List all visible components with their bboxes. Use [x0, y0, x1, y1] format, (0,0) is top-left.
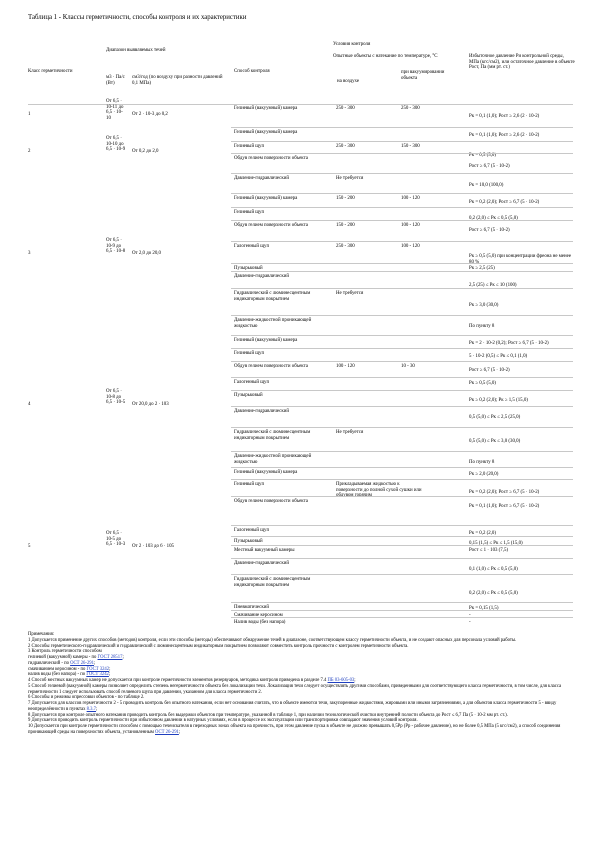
row-divider [231, 467, 573, 468]
method-cell: Гелиевый (вакуумный) камера [234, 470, 298, 475]
note-text: 4 Способ местных вакуумных камер не допускается при контроле герметичности элементов резервуаров, методика контроля приведена в разделе 7.4 [28, 678, 327, 683]
header-range-cm3: см3/год (по воздуху при разности давлений 0,1 МПа) [132, 75, 223, 86]
row-divider [231, 377, 573, 378]
method-cell: Давление-гидравлический [234, 561, 289, 566]
method-cell: Галогенный щуп [234, 528, 270, 533]
pressure-cell: 0,5 (5,0) ≤ Рк ≤ 3,0 (30,0) [469, 439, 521, 444]
header-temp-air: на воздухе [337, 79, 360, 84]
temp-air-cell: 100 - 120 [336, 364, 355, 369]
temp-air-cell: 150 - 200 [336, 223, 355, 228]
temp-air-cell: Не требуется [336, 430, 364, 435]
method-cell: Давление-гидравлический [234, 274, 289, 279]
row-divider [231, 610, 573, 611]
method-cell: Гелиевый щуп [234, 210, 265, 215]
row-divider [231, 574, 573, 575]
note-item: 7 Допускается для классов герметичности 2 - 5 проводить контроль без опытного натекания, если нет основания считать, что в объекте имеются течи, закупоренные жидкостями, жировыми или иными загрязнениями, а для объектов класса герметичности 5 - ввиду неопределённости в пунктах 8.3.7; [28, 701, 557, 712]
header-range: Диапазон выявляемых течей [106, 48, 166, 53]
temp-vacuum-cell: 100 - 120 [401, 244, 420, 249]
pressure-cell: Рк ≥ 0,2 (2,0); Рк ≥ 1,5 (15,0) [469, 398, 528, 403]
temp-vacuum-cell: 10 - 30 [401, 364, 415, 369]
row-divider [231, 207, 573, 208]
pressure-cell: Рк ≥ 3,0 (30,0) [469, 303, 499, 308]
method-cell: Пневматический [234, 605, 269, 610]
note-item: 4 Способ местных вакуумных камер не допускается при контроле герметичности элементов резервуаров, методика контроля приведена в разделе 7.4 ПБ 03-605-03; [28, 678, 356, 683]
method-cell: Галогенный щуп [234, 244, 270, 249]
method-cell: Гелиевый (вакуумный) камера [234, 106, 298, 111]
pressure-cell: Рк ≥ 0,5 (5,0) [469, 381, 496, 386]
row-divider [231, 525, 573, 526]
method-cell: Обдув гелием поверхности объекта [234, 499, 308, 504]
note-item: смачиванием керосином - по ГОСТ 3242; [28, 666, 111, 672]
method-cell: Давление-гидравлический [234, 176, 289, 181]
pressure-cell: Рк = 0,2 (2,0); Рост ≥ 6,7 (5 · 10-2) [469, 200, 540, 205]
row-divider [231, 496, 573, 497]
method-cell: Пузырьковый [234, 539, 263, 544]
header-temp-vacuum: при вакуумировании объекта [401, 70, 445, 81]
method-cell: Налив воды (без напора) [234, 620, 286, 625]
note-text: 3 Контроль герметичности способом [28, 649, 102, 655]
temp-air-cell: 150 - 200 [336, 196, 355, 201]
method-cell: Галогенный щуп [234, 380, 270, 385]
row-divider [231, 427, 573, 428]
method-cell: Давление-гидравлический [234, 409, 289, 414]
note-text: 8 Допускается при контроле опытного натекания проводить контроль без выдержки объектов при температуре, указанной в таблице 1, при наличии технологической очистки внутренней полости объекта до Рост ≤ 6,7 Па (5 · 10-2 мм рт. ст.). [28, 712, 508, 718]
row-divider [231, 315, 573, 316]
class-cell: 1 [28, 112, 31, 117]
range-cm3-cell: От 2,0 до 20,0 [132, 251, 161, 256]
method-cell: Смачивание керосином [234, 613, 283, 618]
pressure-cell: 0,2 (2,0) ≤ Рк ≤ 0,5 (5,0) [469, 216, 518, 221]
range-cm3-cell: От 2 · 10-3 до 0,2 [132, 112, 168, 117]
range-pa-cell: От 6,5 · 10-11 до 6,5 · 10-10 [106, 99, 124, 122]
note-standard-link[interactable]: ГОСТ 28517 [97, 655, 123, 660]
pressure-cell: Рк = 2 · 10-2 (0,2); Рост ≥ 6,7 (5 · 10-2) [469, 341, 549, 346]
method-cell: Гелиевый (вакуумный) камера [234, 130, 298, 135]
class-cell: 4 [28, 402, 31, 407]
row-divider [231, 451, 573, 452]
row-divider [231, 153, 573, 154]
row-divider [231, 361, 573, 362]
range-cm3-cell: От 0,2 до 2,0 [132, 149, 159, 154]
pressure-cell: Рк = 0,1 (1,0); Рост ≥ 2,6 (2 · 10-2) [469, 114, 540, 119]
notes-label: Примечания: [28, 632, 55, 637]
pressure-cell: По пункту 8 [469, 324, 495, 329]
method-cell: Обдув гелием поверхности объекта [234, 223, 308, 228]
temp-vacuum-cell: 100 - 120 [401, 196, 420, 201]
pressure-cell: 0,5 (5,0) ≤ Рк ≤ 2,5 (25,0) [469, 415, 521, 420]
note-text: 7 Допускается для классов герметичности 2 - 5 проводить контроль без опытного натекания, если нет основания считать, что в объекте имеются течи, закупоренные жидкостями, жировыми или иными загрязнениями, а для объектов класса герметичности 5 - ввиду неопределённости в пунктах [28, 701, 557, 712]
row-divider [231, 390, 573, 391]
pressure-cell: Рост ≥ 6,7 (5 · 10-2) [469, 164, 510, 169]
temp-vacuum-cell: 100 - 120 [401, 223, 420, 228]
note-text: гидравлический - по [28, 660, 69, 666]
note-item: налив воды (без напора) - по ГОСТ 3242; [28, 672, 111, 678]
method-cell: Гелиевый (вакуумный) камера [234, 196, 298, 201]
pressure-cell: Рк ≥ 2,0 (20,0) [469, 472, 499, 477]
pressure-cell: Рк = 0,5 (5,0) [469, 153, 497, 158]
row-divider [231, 406, 573, 407]
header-range-pa: м3 · Па/с (Вт) [106, 75, 125, 86]
pressure-cell: Рк ≥ 0,5 (5,0) при концентрации фреона не менее 80 % [469, 254, 572, 265]
note-item: гидравлический - по ОСТ 26-291; [28, 660, 96, 666]
method-cell: Гелиевый щуп [234, 482, 265, 487]
row-divider [231, 193, 573, 194]
pressure-cell: Рк ≥ 2,5 (25) [469, 266, 495, 271]
note-text: смачиванием керосином - по [28, 666, 86, 672]
class-cell: 5 [28, 544, 31, 549]
temp-air-cell: 250 - 300 [336, 106, 355, 111]
temp-air-cell: Не требуется [336, 291, 364, 296]
method-cell: Пузырьковый [234, 393, 263, 398]
method-cell: Гидравлический с люминесцентным индикаторным покрытием [234, 577, 311, 588]
row-divider [231, 173, 573, 174]
temp-air-cell: 250 - 300 [336, 244, 355, 249]
row-divider [231, 141, 573, 142]
range-pa-cell: От 6,5 · 10-5 до 6,5 · 10-3 [106, 531, 126, 548]
class-cell: 2 [28, 149, 31, 154]
temp-vacuum-cell: 150 - 300 [401, 144, 420, 149]
row-divider [231, 536, 573, 537]
note-text: 2 Способы герметического-гидравлический и гидравлический с люминесцентным индикаторным покрытием позволяют совместить контроль прочности с контролем герметичности объекта. [28, 643, 409, 649]
temp-air-cell: 250 - 300 [336, 144, 355, 149]
pressure-cell: Рк = 0,2 (2,0) [469, 531, 497, 536]
range-pa-cell: От 6,5 · 10-9 до 6,5 · 10-8 [106, 238, 126, 255]
note-item: гелиевой (вакуумной) камеры - по ГОСТ 28517; [28, 655, 124, 660]
method-cell: Гидравлический с люминесцентным индикаторным покрытием [234, 430, 311, 441]
range-cm3-cell: От 2 · 103 до 6 · 105 [132, 544, 174, 549]
pressure-cell: Рк = 0,1 (1,0); Рост ≥ 2,6 (2 · 10-2) [469, 133, 540, 138]
method-cell: Гелиевый (вакуумный) камера [234, 338, 298, 343]
note-item [28, 684, 573, 696]
method-cell: Гелиевый щуп [234, 144, 265, 149]
row-divider [231, 263, 573, 264]
note-text: 1 Допускается применение других способов (методов) контроля, если эти способы (методы) обеспечивают обнаружение течей в диапазоне, соответствующем классу герметичности объекта, и не создают опасных для персонала условий работы. [28, 637, 517, 643]
note-text: 9 Допускается проводить контроль герметичности при избыточном давлении в натурных условиях, если в процессе их эксплуатации или транспортировки совпадают значения условий контроля. [28, 718, 418, 724]
method-cell: Обдув гелием поверхности объекта [234, 156, 308, 161]
pressure-cell: Рост ≤ 1 · 103 (7,5) [469, 548, 509, 553]
temp-vacuum-cell: 250 - 300 [401, 106, 420, 111]
note-standard-link[interactable]: ПБ 03-605-03 [327, 678, 355, 683]
pressure-cell: Рк = 0,15 (1,5) [469, 606, 499, 611]
method-cell: Давление-жидкостной проникающей жидкостью [234, 454, 312, 465]
row-divider [231, 545, 573, 546]
method-cell: Гелиевый щуп [234, 351, 265, 356]
method-cell: Пузырьковый [234, 266, 263, 271]
row-divider [231, 348, 573, 349]
pressure-cell: 0,15 (1,5) ≤ Рк ≤ 1,5 (15,0) [469, 541, 523, 546]
header-method: Способ контроля [234, 69, 270, 74]
row-divider [231, 335, 573, 336]
note-item: 10 Допускается при контроле герметичности способом с помощью течеискателя в переходных зонах объекта на прочность, при этом давление пуска в объекте не должно превышать 0,5Рр (Рр - рабочее давление), но не более 0,5 МПа (5 кгс/см2), а способ соединения проникающей среды на поверхностях объекта, установленным ОСТ 26-291; [28, 724, 561, 735]
note-text: налив воды (без напора) - по [28, 672, 86, 678]
pressure-cell: По пункту 8 [469, 460, 495, 465]
pressure-cell: Рк = 0,2 (2,0); Рост ≥ 6,7 (5 · 10-2) [469, 490, 540, 495]
row-divider [231, 127, 573, 128]
range-cm3-cell: От 20,0 до 2 · 103 [132, 402, 169, 407]
header-pressure: Избыточное давление Ри контрольной среды, МПа (кгс/см2), или остаточное давление в объекте Рост, Па (мм рт. ст.) [469, 54, 575, 71]
pressure-cell: 2,5 (25) ≤ Рк ≤ 10 (100) [469, 283, 517, 288]
row-divider [231, 288, 573, 289]
class-cell: 3 [28, 251, 31, 256]
temp-air-cell: Прикладываемая жидкостью к поверхности до полной сухой сушки или обдувом горячим [336, 482, 422, 499]
header-conditions: Условия контроля [333, 42, 371, 47]
note-standard-link[interactable]: ОСТ 26-291 [70, 660, 94, 666]
pressure-cell: 5 · 10-2 (0,5) ≤ Рк ≤ 0,1 (1,0) [469, 354, 528, 359]
pressure-cell: - [469, 613, 471, 618]
row-divider [231, 220, 573, 221]
row-divider [231, 617, 573, 618]
note-standard-link[interactable]: ОСТ 26-291 [155, 729, 179, 735]
range-pa-cell: От 6,5 · 10-10 до 6,5 · 10-9 [106, 136, 126, 153]
pressure-cell: 0,2 (2,0) ≤ Рк ≤ 0,5 (5,0) [469, 591, 518, 596]
pressure-cell: Рк = 10,0 (100,0) [469, 183, 504, 188]
pressure-cell: Рост ≥ 6,7 (5 · 10-2) [469, 228, 510, 233]
pressure-cell: - [469, 620, 471, 625]
note-text: 10 Допускается при контроле герметичности способом с помощью течеискателя в переходных зонах объекта на прочность, при этом давление пуска в объекте не должно превышать 0,5Рр (Рр - рабочее давление), но не более 0,5 МПа (5 кгс/см2), а способ соединения проникающей среды на поверхностях объекта, установленным [28, 724, 561, 735]
temp-air-cell: Не требуется [336, 176, 364, 181]
row-divider [231, 479, 573, 480]
pressure-cell: 0,1 (1,0) ≤ Рк ≤ 0,5 (5,0) [469, 567, 518, 572]
row-divider [231, 241, 573, 242]
row-divider [231, 558, 573, 559]
table-title: Таблица 1 - Классы герметичности, способы контроля и их характеристики [28, 14, 247, 21]
range-pa-cell: От 6,5 · 10-8 до 6,5 · 10-5 [106, 389, 126, 406]
method-cell: Местный вакуумный камеры [234, 548, 295, 553]
method-cell: Гидравлический с люминесцентным индикаторным покрытием [234, 291, 311, 302]
method-cell: Давление-жидкостной проникающей жидкостью [234, 318, 312, 329]
pressure-cell: Рост ≥ 6,7 (5 · 10-2) [469, 368, 510, 373]
note-text: 5 Способ гелиевой (вакуумной) камеры позволяет определить степень негерметичности объекта без локализации течи. Локализация течи следует осуществлять другими способами, приведенными для соответствующего класса герметичности, в том числе, для класса герметичности 1 следует использовать способ гелиевого щупа при давлении, указанном для класса герметичности 2. [28, 683, 562, 695]
note-standard-link[interactable]: ГОСТ 3242 [86, 666, 110, 672]
row-divider [231, 271, 573, 272]
header-class: Класс герметичности [28, 69, 73, 74]
row-divider [231, 602, 573, 603]
notes-section [28, 632, 573, 736]
note-standard-link[interactable]: 8.3.7 [86, 706, 97, 712]
pressure-cell: Рк = 0,1 (1,0); Рост ≥ 6,7 (5 · 10-2) [469, 504, 540, 509]
note-text: гелиевой (вакуумной) камеры - по [28, 655, 97, 660]
note-text: 6 Способы и режимы опрессовки объектов - по таблице 2. [28, 695, 145, 701]
header-temperature: Опытные объекты с натекание по температуре, °С [333, 54, 438, 59]
note-standard-link[interactable]: ГОСТ 3242 [86, 672, 109, 678]
method-cell: Обдув гелием поверхности объекта [234, 364, 308, 369]
